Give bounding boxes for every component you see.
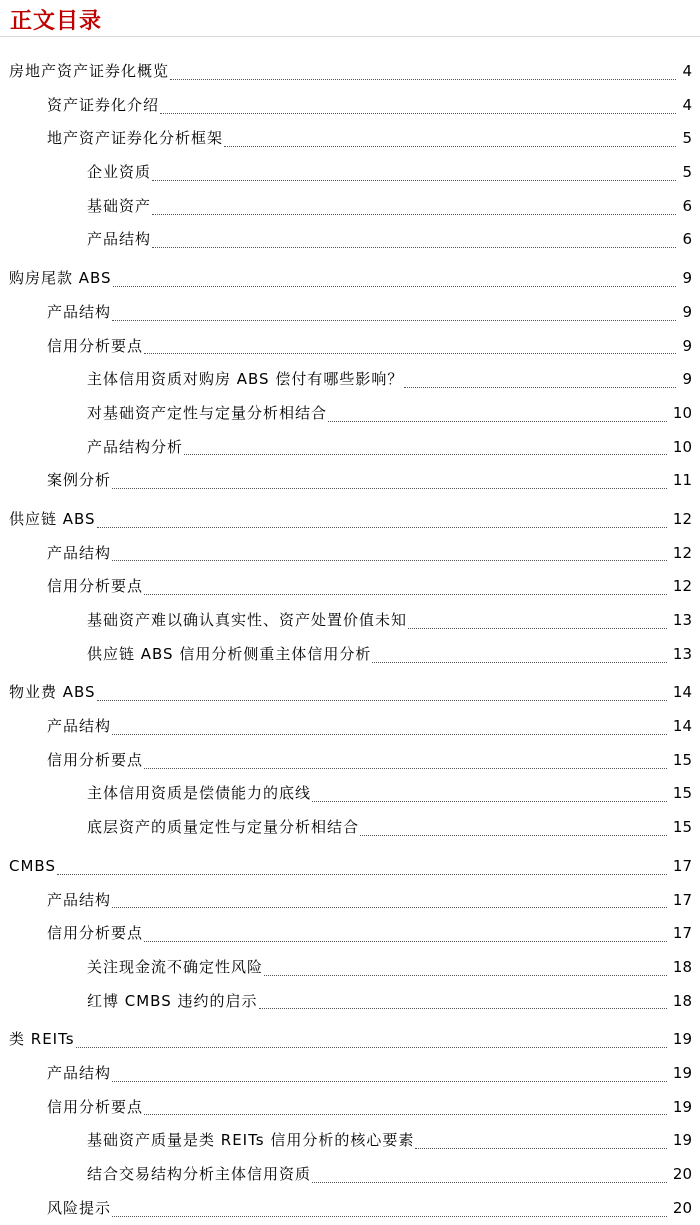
toc-entry[interactable]	[0, 397, 700, 431]
toc-entry[interactable]	[0, 363, 700, 397]
toc-entry[interactable]	[0, 464, 700, 498]
dot-leader	[144, 767, 667, 769]
dot-leader	[404, 386, 676, 388]
dot-leader	[264, 974, 667, 976]
toc-entry-label: 供应链 ABS 信用分析侧重主体信用分析	[87, 644, 372, 663]
toc-entry-page-number: 17	[672, 890, 692, 909]
dot-leader	[184, 453, 667, 455]
toc-entry-label: 产品结构分析	[87, 437, 184, 456]
dot-leader	[170, 78, 676, 80]
dot-leader	[152, 246, 676, 248]
toc-entry-page-number: 13	[672, 611, 692, 629]
toc-entry[interactable]	[0, 262, 700, 296]
toc-entry-label: 结合交易结构分析主体信用资质	[87, 1165, 312, 1183]
dot-leader	[415, 1147, 667, 1149]
toc-title: 正文目录	[10, 8, 103, 34]
toc-entry[interactable]	[0, 985, 700, 1019]
toc-entry-page-number: 12	[672, 543, 692, 562]
toc-entry[interactable]	[0, 503, 700, 537]
toc-entry[interactable]	[0, 884, 700, 918]
toc-entry-label: 产品结构	[47, 543, 112, 562]
toc-entry-label: 主体信用资质对购房 ABS 偿付有哪些影响？	[87, 370, 404, 389]
dot-leader	[97, 699, 667, 701]
toc-entry-label: 底层资产的质量定性与定量分析相结合	[87, 818, 360, 837]
toc-entry[interactable]	[0, 811, 700, 845]
toc-entry-page-number: 9	[682, 370, 692, 389]
dot-leader	[112, 906, 667, 908]
toc-entry-label: 红博 CMBS 违约的启示	[87, 991, 258, 1010]
dot-leader	[160, 112, 676, 114]
toc-entry[interactable]	[0, 55, 700, 89]
toc-entry[interactable]	[0, 710, 700, 744]
table-of-contents	[0, 55, 700, 1225]
toc-entry-label: 案例分析	[47, 471, 112, 490]
toc-entry-label: 产品结构	[47, 890, 112, 909]
toc-entry-label: 信用分析要点	[47, 924, 144, 943]
toc-entry-page-number: 12	[672, 509, 692, 528]
toc-entry-page-number: 19	[672, 1097, 692, 1116]
toc-entry-page-number: 19	[672, 1063, 692, 1082]
dot-leader	[259, 1007, 667, 1009]
toc-entry-label: 资产证券化介绍	[47, 95, 160, 114]
toc-entry-label: 供应链 ABS	[9, 509, 96, 528]
toc-entry[interactable]	[0, 744, 700, 778]
dot-leader	[76, 1046, 667, 1048]
dot-leader	[224, 145, 676, 147]
dot-leader	[97, 526, 667, 528]
toc-entry[interactable]	[0, 190, 700, 224]
toc-entry-page-number: 4	[682, 62, 692, 80]
toc-entry[interactable]	[0, 330, 700, 364]
toc-entry-label: 产品结构	[87, 230, 152, 249]
toc-entry[interactable]	[0, 777, 700, 811]
toc-entry-label: 信用分析要点	[47, 577, 144, 596]
toc-entry-page-number: 15	[672, 784, 692, 803]
dot-leader	[112, 733, 667, 735]
toc-entry[interactable]	[0, 1023, 700, 1057]
toc-entry[interactable]	[0, 604, 700, 638]
toc-entry[interactable]	[0, 431, 700, 465]
toc-entry-label: 基础资产质量是类 REITs 信用分析的核心要素	[87, 1131, 415, 1150]
toc-entry[interactable]	[0, 89, 700, 123]
toc-entry-label: 产品结构	[47, 717, 112, 736]
toc-entry-label: 类 REITs	[9, 1030, 75, 1049]
toc-entry-label: 房地产资产证券化概览	[9, 62, 170, 80]
toc-entry[interactable]	[0, 537, 700, 571]
dot-leader	[328, 420, 667, 422]
toc-entry[interactable]	[0, 570, 700, 604]
toc-entry-label: 信用分析要点	[47, 1097, 144, 1116]
toc-entry-page-number: 15	[672, 750, 692, 769]
toc-entry-label: 产品结构	[47, 302, 112, 321]
toc-entry-page-number: 9	[682, 302, 692, 321]
toc-entry[interactable]	[0, 296, 700, 330]
toc-entry-page-number: 17	[672, 856, 692, 875]
toc-entry[interactable]	[0, 1158, 700, 1192]
toc-entry-label: 关注现金流不确定性风险	[87, 957, 264, 976]
toc-entry-page-number: 9	[682, 269, 692, 288]
toc-entry-page-number: 19	[672, 1030, 692, 1049]
toc-entry-page-number: 18	[672, 991, 692, 1010]
toc-entry-page-number: 20	[672, 1198, 692, 1217]
toc-entry-label: 产品结构	[47, 1063, 112, 1082]
dot-leader	[360, 834, 667, 836]
toc-entry-page-number: 6	[682, 196, 692, 215]
toc-entry-page-number: 9	[682, 336, 692, 355]
toc-entry-page-number: 11	[672, 471, 692, 490]
dot-leader	[112, 559, 667, 561]
toc-entry-page-number: 18	[672, 957, 692, 976]
toc-entry-page-number: 10	[672, 437, 692, 456]
toc-entry[interactable]	[0, 676, 700, 710]
toc-entry-label: 购房尾款 ABS	[9, 269, 112, 288]
toc-entry-page-number: 15	[672, 818, 692, 837]
toc-entry-page-number: 14	[672, 683, 692, 702]
toc-entry[interactable]	[0, 850, 700, 884]
toc-entry-page-number: 10	[672, 403, 692, 422]
dot-leader	[112, 487, 667, 489]
toc-entry-label: 对基础资产定性与定量分析相结合	[87, 403, 328, 422]
toc-entry-page-number: 13	[672, 644, 692, 663]
dot-leader	[152, 213, 676, 215]
toc-entry[interactable]	[0, 223, 700, 257]
toc-entry-label: 基础资产难以确认真实性、资产处置价值未知	[87, 611, 408, 629]
toc-entry[interactable]	[0, 638, 700, 672]
toc-entry[interactable]	[0, 1124, 700, 1158]
toc-entry[interactable]	[0, 1192, 700, 1225]
toc-entry-label: 基础资产	[87, 196, 152, 215]
toc-entry-page-number: 6	[682, 230, 692, 249]
toc-entry-label: 风险提示	[47, 1198, 112, 1217]
toc-entry-page-number: 14	[672, 717, 692, 736]
toc-entry-page-number: 20	[672, 1165, 692, 1183]
dot-leader	[144, 352, 676, 354]
dot-leader	[372, 661, 667, 663]
toc-entry-label: 信用分析要点	[47, 750, 144, 769]
dot-leader	[144, 1113, 667, 1115]
title-divider	[0, 36, 700, 37]
toc-entry-label: 地产资产证券化分析框架	[47, 129, 224, 148]
dot-leader	[408, 627, 667, 629]
toc-entry-page-number: 5	[682, 129, 692, 148]
toc-entry-label: 信用分析要点	[47, 336, 144, 355]
dot-leader	[112, 319, 676, 321]
dot-leader	[57, 873, 667, 875]
toc-entry[interactable]	[0, 122, 700, 156]
dot-leader	[113, 285, 677, 287]
toc-entry-page-number: 12	[672, 577, 692, 596]
toc-entry-page-number: 19	[672, 1131, 692, 1150]
dot-leader	[144, 593, 667, 595]
toc-entry-label: CMBS	[9, 856, 56, 875]
dot-leader	[312, 1181, 667, 1183]
toc-entry-label: 主体信用资质是偿债能力的底线	[87, 784, 312, 803]
dot-leader	[112, 1080, 667, 1082]
dot-leader	[312, 800, 667, 802]
toc-entry[interactable]	[0, 1057, 700, 1091]
toc-entry[interactable]	[0, 156, 700, 190]
toc-entry[interactable]	[0, 917, 700, 951]
toc-entry[interactable]	[0, 951, 700, 985]
dot-leader	[112, 1215, 667, 1217]
toc-entry-label: 企业资质	[87, 163, 152, 182]
toc-entry-label: 物业费 ABS	[9, 683, 96, 702]
toc-entry-page-number: 17	[672, 924, 692, 943]
dot-leader	[152, 179, 676, 181]
toc-entry-page-number: 5	[682, 163, 692, 182]
toc-entry-page-number: 4	[682, 95, 692, 114]
toc-entry[interactable]	[0, 1091, 700, 1125]
dot-leader	[144, 940, 667, 942]
